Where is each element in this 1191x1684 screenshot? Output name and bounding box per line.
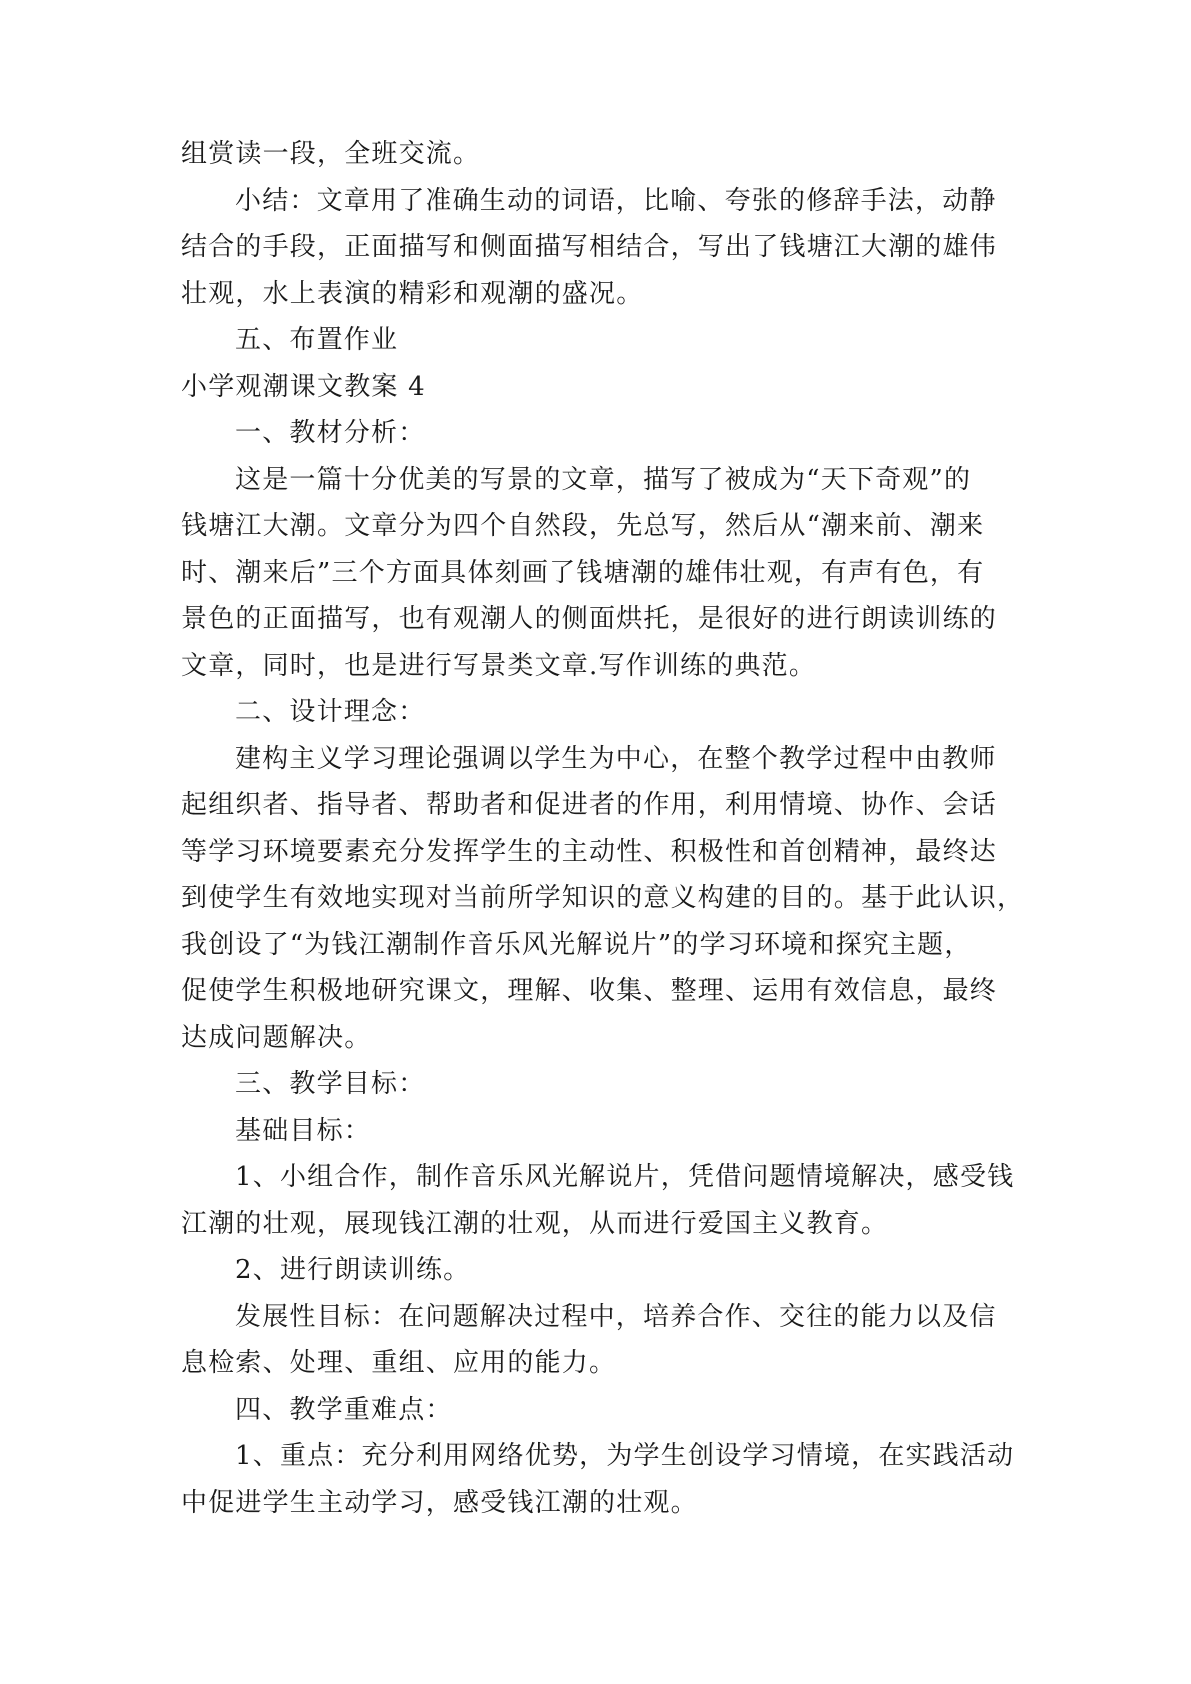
paragraph-line: 这是一篇十分优美的写景的文章，描写了被成为“天下奇观”的 (235, 464, 972, 495)
document-body (181, 131, 1025, 1526)
section-heading: 二、设计理念： (235, 697, 426, 727)
list-item: 2、进行朗读训练。 (235, 1255, 471, 1285)
paragraph-line: 景色的正面描写，也有观潮人的侧面烘托，是很好的进行朗读训练的 (181, 604, 998, 634)
paragraph-line: 发展性目标：在问题解决过程中，培养合作、交往的能力以及信 (235, 1301, 997, 1332)
paragraph-line: 等学习环境要素充分发挥学生的主动性、积极性和首创精神，最终达 (181, 836, 998, 867)
paragraph-line: 文章，同时，也是进行写景类文章.写作训练的典范。 (181, 650, 817, 681)
document-title: 小学观潮课文教案 4 (181, 371, 426, 402)
subsection-heading: 基础目标： (235, 1115, 372, 1146)
text-line: 壮观，水上表演的精彩和观潮的盛况。 (181, 278, 644, 309)
section-heading: 一、教材分析： (235, 418, 426, 448)
paragraph-line: 起组织者、指导者、帮助者和促进者的作用，利用情境、协作、会话 (181, 790, 998, 820)
list-item-continuation: 中促进学生主动学习，感受钱江潮的壮观。 (181, 1487, 698, 1518)
list-item: 1、重点：充分利用网络优势，为学生创设学习情境，在实践活动 (235, 1441, 1015, 1471)
text-line: 结合的手段，正面描写和侧面描写相结合，写出了钱塘江大潮的雄伟 (181, 232, 998, 262)
summary-line: 小结：文章用了准确生动的词语，比喻、夸张的修辞手法，动静 (235, 185, 997, 216)
paragraph-line: 时、潮来后”三个方面具体刻画了钱塘潮的雄伟壮观，有声有色，有 (181, 557, 985, 588)
paragraph-line: 到使学生有效地实现对当前所学知识的意义构建的目的。基于此认识， (181, 883, 1025, 913)
paragraph-line: 促使学生积极地研究课文，理解、收集、整理、运用有效信息，最终 (181, 976, 998, 1006)
list-item: 1、小组合作，制作音乐风光解说片，凭借问题情境解决，感受钱 (235, 1162, 1015, 1192)
section-heading: 五、布置作业 (235, 325, 399, 355)
paragraph-line: 息检索、处理、重组、应用的能力。 (181, 1348, 617, 1378)
section-heading: 四、教学重难点： (235, 1394, 453, 1425)
text-line: 组赏读一段，全班交流。 (181, 139, 481, 169)
paragraph-line: 钱塘江大潮。文章分为四个自然段，先总写，然后从“潮来前、潮来 (181, 511, 985, 541)
section-heading: 三、教学目标： (235, 1069, 426, 1099)
paragraph-line: 建构主义学习理论强调以学生为中心，在整个教学过程中由教师 (235, 743, 997, 774)
paragraph-line: 达成问题解决。 (181, 1022, 372, 1053)
paragraph-line: 我创设了“为钱江潮制作音乐风光解说片”的学习环境和探究主题， (181, 929, 972, 960)
list-item-continuation: 江潮的壮观，展现钱江潮的壮观，从而进行爱国主义教育。 (181, 1208, 889, 1239)
